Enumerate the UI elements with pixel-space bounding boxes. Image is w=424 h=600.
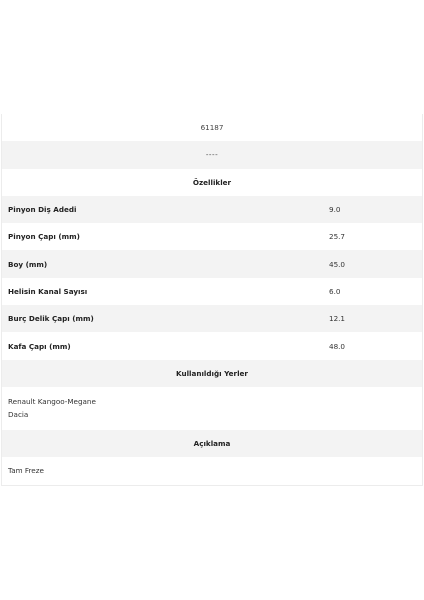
spec-label: Helisin Kanal Sayısı: [8, 286, 88, 296]
spec-label: Burç Delik Çapı (mm): [8, 314, 94, 324]
description-header-row: [2, 430, 422, 457]
spec-value: 48.0: [329, 341, 346, 351]
features-header: Özellikler: [192, 177, 232, 187]
usage-list: [2, 387, 422, 430]
description-block: [2, 457, 422, 484]
spec-row: [2, 305, 422, 332]
product-code: 61187: [200, 123, 224, 133]
features-header-row: [2, 169, 422, 196]
spec-table: [1, 114, 423, 486]
spec-value: 45.0: [329, 259, 346, 269]
description-text: Tam Freze: [8, 466, 44, 476]
spec-value: 6.0: [329, 286, 341, 296]
description-header: Açıklama: [193, 439, 231, 449]
spec-row: [2, 332, 422, 359]
spec-row: [2, 196, 422, 223]
usage-item: Renault Kangoo-Megane: [8, 396, 96, 406]
usage-item: Dacia: [8, 410, 29, 420]
spec-row: [2, 223, 422, 250]
spec-value: 12.1: [329, 314, 346, 324]
spec-value: 9.0: [329, 205, 341, 215]
spec-label: Pinyon Diş Adedi: [8, 205, 77, 215]
divider-text: ----: [205, 150, 219, 160]
spec-row: [2, 250, 422, 277]
spec-label: Boy (mm): [8, 259, 48, 269]
usage-header-row: [2, 360, 422, 387]
divider-row: [2, 141, 422, 168]
spec-value: 25.7: [329, 232, 346, 242]
spec-label: Pinyon Çapı (mm): [8, 232, 80, 242]
spec-row: [2, 278, 422, 305]
spec-label: Kafa Çapı (mm): [8, 341, 71, 351]
product-code-row: [2, 114, 422, 141]
usage-header: Kullanıldığı Yerler: [176, 368, 248, 378]
